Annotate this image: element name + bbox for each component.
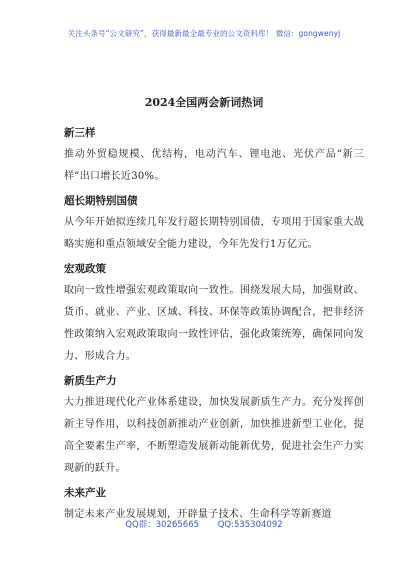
section-heading: 宏观政策	[64, 263, 106, 275]
section-paragraph: 制定未来产业发展规划，开辟量子技术、生命科学等新赛道	[64, 509, 332, 520]
section-new-productivity	[64, 370, 364, 480]
section-paragraph: 推动外贸稳规模、优结构，电动汽车、锂电池、光伏产品“新三样”出口增长近30%。	[64, 149, 364, 182]
section-heading: 新质生产力	[64, 375, 117, 387]
section-heading: 未来产业	[64, 487, 106, 499]
section-xin-san-yang	[64, 122, 364, 188]
top-banner: 关注头条号“公文研究”，获得最新最全最专业的公文资料库！ 微信：gongwenyj	[67, 29, 341, 38]
section-special-bonds	[64, 190, 364, 256]
footer-contact	[0, 518, 408, 530]
section-paragraph: 从今年开始拟连续几年发行超长期特别国债，专项用于国家重大战略实施和重点领域安全能力建设，今年先发行1万亿元。	[64, 217, 364, 250]
section-heading: 新三样	[64, 127, 96, 139]
section-macro-policy	[64, 258, 364, 368]
qq-number: QQ:535304092	[217, 520, 283, 530]
document-body	[64, 120, 364, 526]
document-title: 2024全国两会新词热词	[144, 96, 264, 109]
section-paragraph: 取向一致性增强宏观政策取向一致性。围绕发展大局，加强财政、货币、就业、产业、区域、科技、环保等政策协调配合，把非经济性政策纳入宏观政策取向一致性评估，强化政策统筹，确保同向发力、形成合力。	[64, 285, 364, 362]
section-heading: 超长期特别国债	[64, 195, 138, 207]
section-paragraph: 大力推进现代化产业体系建设，加快发展新质生产力。充分发挥创新主导作用，以科技创新推动产业创新，加快推进新型工业化，提高全要素生产率，不断塑造发展新动能新优势，促进社会生产力实现新的跃升。	[64, 397, 364, 474]
qq-group-number: QQ群：30265665	[125, 520, 200, 530]
